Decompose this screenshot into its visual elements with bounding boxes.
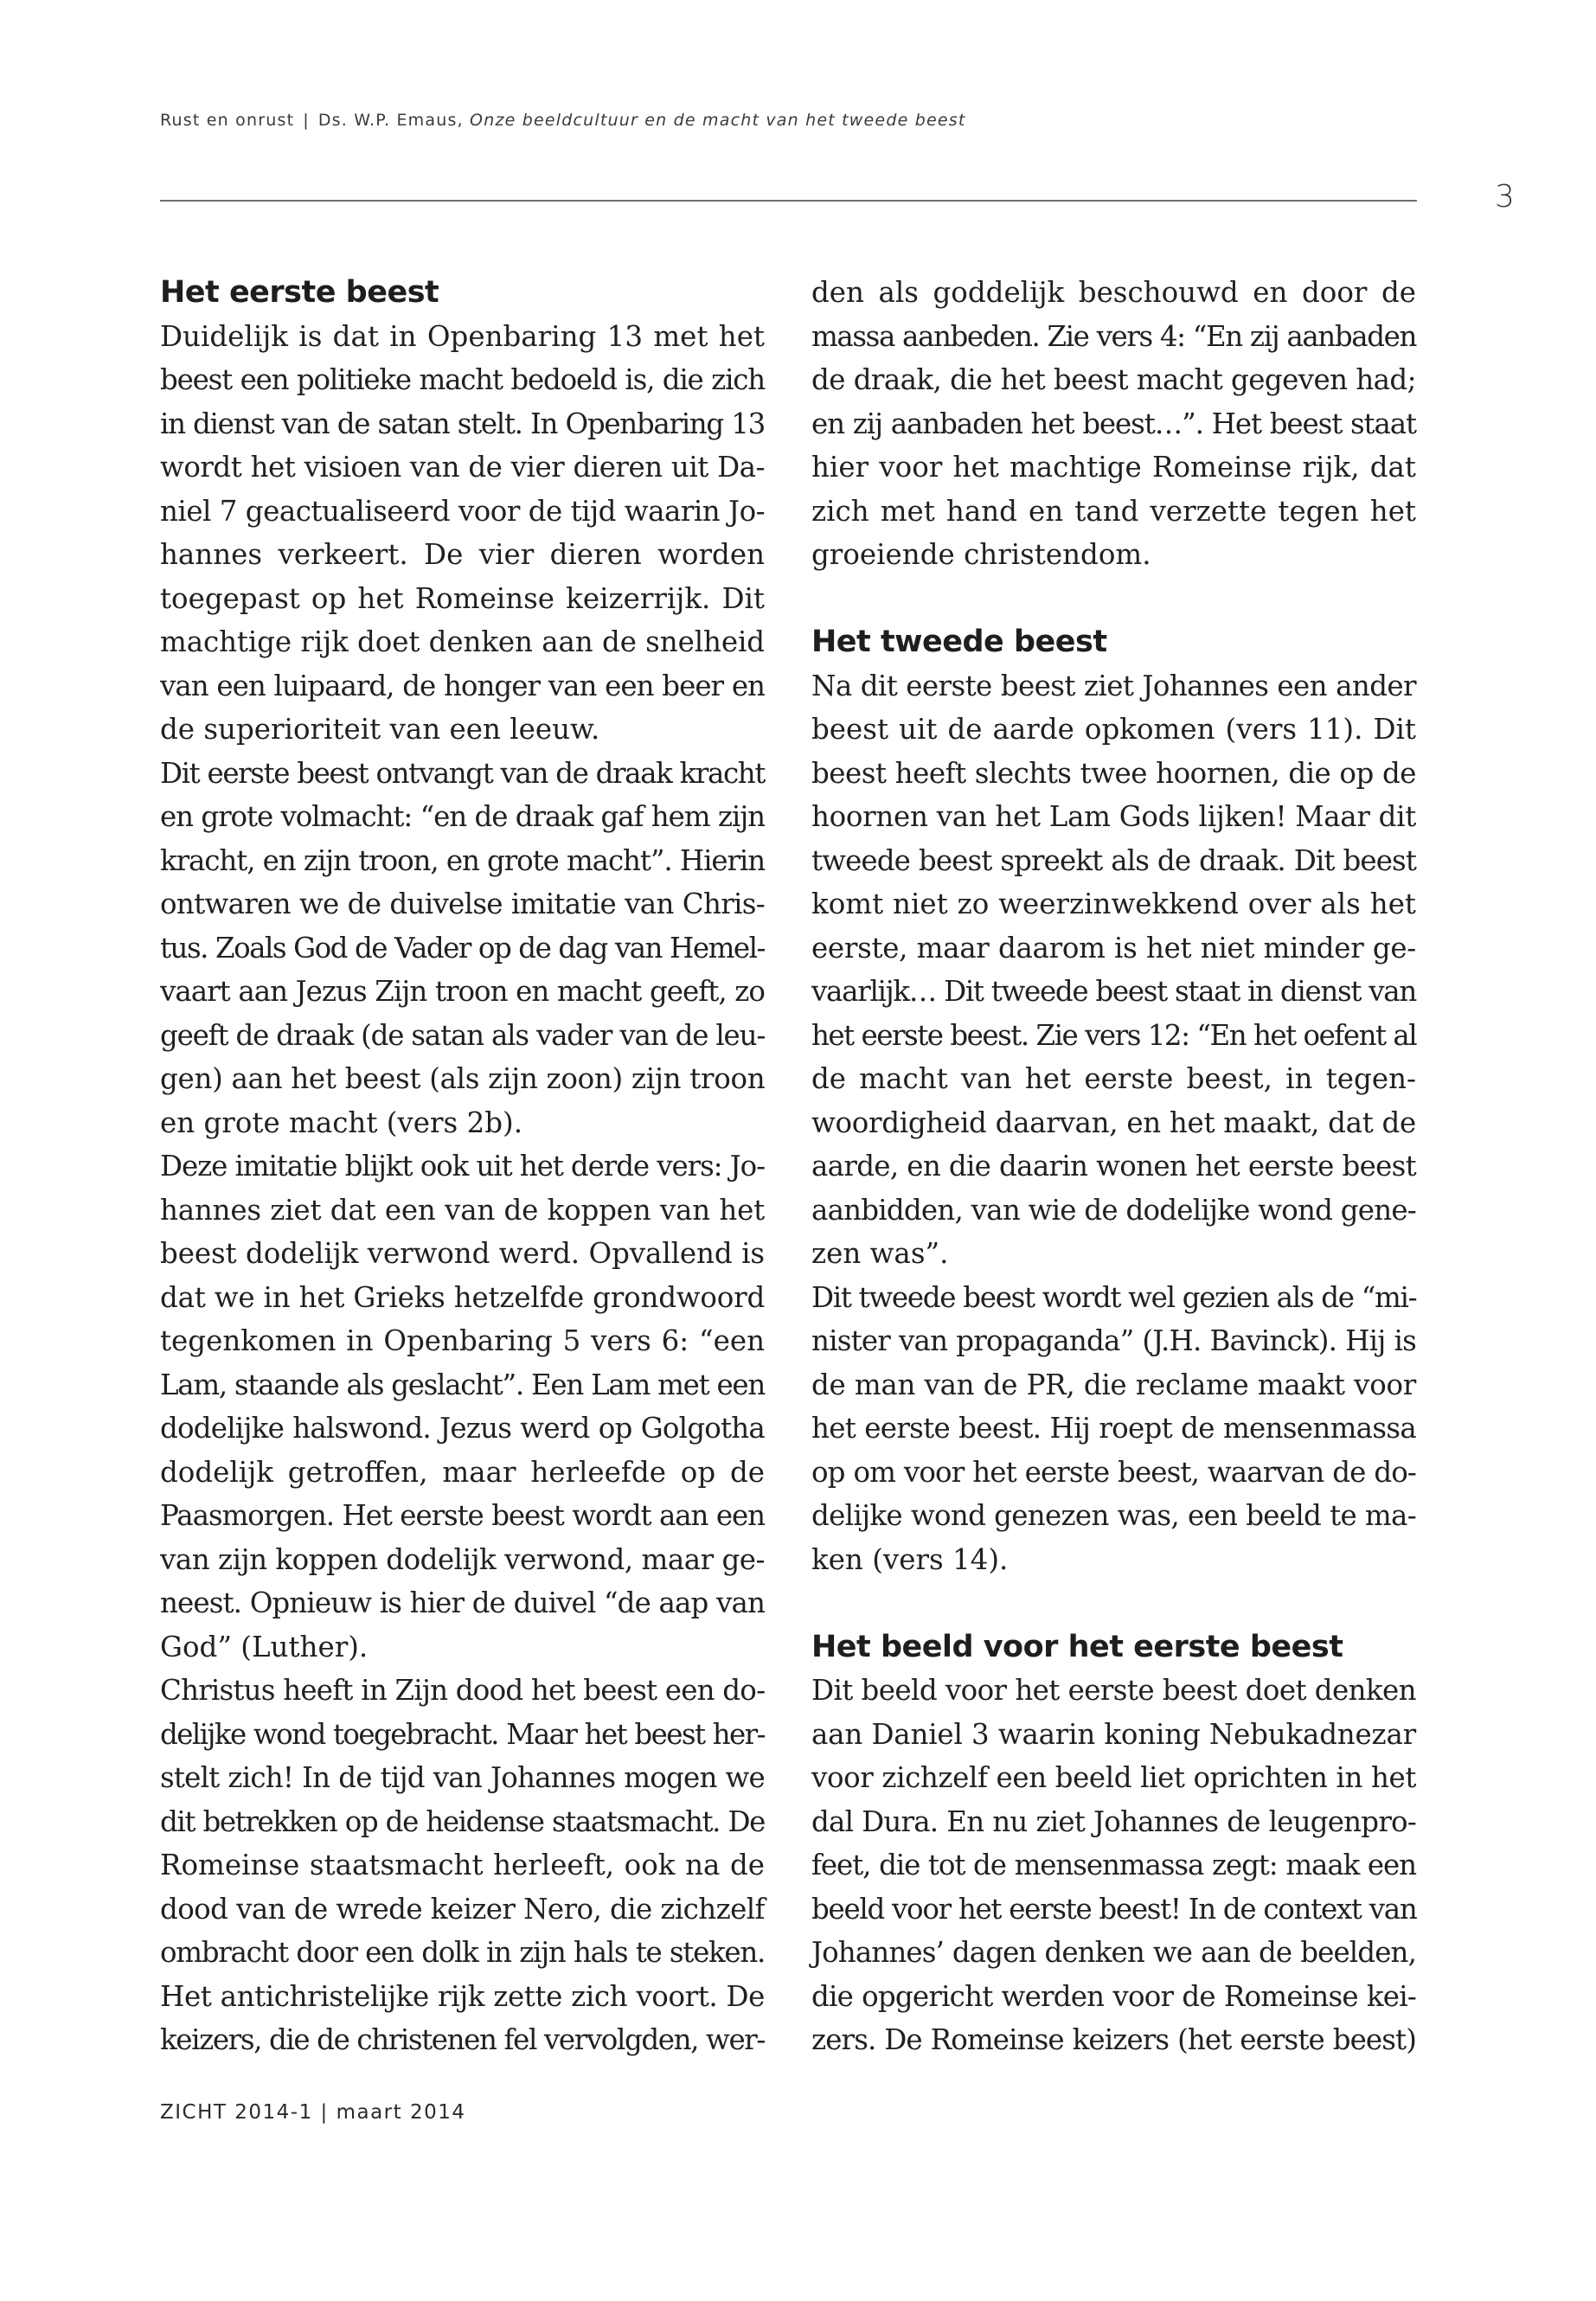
text-line: nister van propaganda” (J.H. Bavinck). Hij is (811, 1324, 1416, 1357)
text-line: in dienst van de satan stelt. In Openbaring 13 (160, 407, 765, 440)
body-paragraph (811, 1276, 1416, 1582)
text-line: hoornen van het Lam Gods lijken! Maar dit (811, 800, 1417, 833)
section-spacer (811, 577, 1416, 621)
text-line: groeiende christendom. (811, 538, 1151, 571)
page-number: 3 (1495, 179, 1515, 215)
text-line: aan Daniel 3 waarin koning Nebukadnezar (811, 1717, 1416, 1751)
text-line: aarde, en die daarin wonen het eerste beest (811, 1150, 1416, 1183)
text-line: hannes verkeert. De vier dieren worden (160, 538, 765, 571)
text-line: machtige rijk doet denken aan de snelheid (160, 625, 765, 658)
section-spacer (811, 1581, 1416, 1625)
text-line: ken (vers 14). (811, 1542, 1009, 1576)
text-line: het eerste beest. Hij roept de mensenmassa (811, 1412, 1416, 1445)
text-line: geeft de draak (de satan als vader van de leu- (160, 1018, 766, 1052)
header-article-title: Onze beeldcultuur en de macht van het tweede beest (470, 111, 966, 130)
text-line: den als goddelijk beschouwd en door de (811, 276, 1416, 309)
text-line: zen was”. (811, 1237, 949, 1270)
body-paragraph (160, 752, 765, 1145)
text-line: beest dodelijk verwond werd. Opvallend is (160, 1237, 765, 1270)
text-line: woordigheid daarvan, en het maakt, dat de (811, 1106, 1416, 1139)
text-line: Romeinse staatsmacht herleeft, ook na de (160, 1849, 765, 1881)
text-line: de superioriteit van een leeuw. (160, 713, 600, 746)
text-line: gen) aan het beest (als zijn zoon) zijn troon (160, 1062, 766, 1095)
text-line: op om voor het eerste beest, waarvan de do- (811, 1455, 1416, 1489)
text-line: tweede beest spreekt als de draak. Dit beest (811, 843, 1416, 877)
section-heading: Het eerste beest (160, 275, 439, 310)
text-line: beest uit de aarde opkomen (vers 11). Dit (811, 713, 1416, 746)
text-line: en grote macht (vers 2b). (160, 1106, 523, 1139)
text-line: zich met hand en tand verzette tegen het (811, 494, 1416, 528)
header-separator: | (303, 111, 310, 130)
text-line: dit betrekken op de heidense staatsmacht. De (160, 1804, 765, 1838)
body-paragraph (160, 315, 765, 752)
text-line: van zijn koppen dodelijk verwond, maar ge- (160, 1542, 765, 1576)
body-paragraph (811, 664, 1416, 1276)
text-line: dodelijk getroffen, maar herleefde op de (160, 1455, 765, 1489)
header-section: Rust en onrust (160, 111, 295, 130)
text-line: dodelijke halswond. Jezus werd op Golgotha (160, 1412, 765, 1445)
text-line: de man van de PR, die reclame maakt voor (811, 1368, 1416, 1401)
text-line: Dit eerste beest ontvangt van de draak kracht (160, 756, 765, 790)
text-line: wordt het visioen van de vier dieren uit Da- (160, 451, 765, 484)
text-line: feet, die tot de mensenmassa zegt: maak een (811, 1849, 1416, 1881)
text-line: Dit beeld voor het eerste beest doet denken (811, 1674, 1416, 1707)
text-line: tegenkomen in Openbaring 5 vers 6: “een (160, 1324, 765, 1357)
text-line: Duidelijk is dat in Openbaring 13 met het (160, 319, 765, 353)
text-line: God” (Luther). (160, 1630, 369, 1663)
text-line: Dit tweede beest wordt wel gezien als de “mi- (811, 1280, 1417, 1314)
page-footer: ZICHT 2014-1 | maart 2014 (160, 2101, 466, 2124)
text-line: hannes ziet dat een van de koppen van het (160, 1193, 765, 1227)
text-line: Paasmorgen. Het eerste beest wordt aan een (160, 1499, 765, 1532)
text-line: dat we in het Grieks hetzelfde grondwoord (160, 1280, 766, 1314)
text-line: niel 7 geactualiseerd voor de tijd waarin Jo- (160, 494, 766, 528)
text-line: beest een politieke macht bedoeld is, die zich (160, 363, 765, 396)
text-line: zers. De Romeinse keizers (het eerste beest) (811, 2023, 1416, 2056)
text-line: beeld voor het eerste beest! In de context van (811, 1892, 1417, 1926)
text-line: en zij aanbaden het beest…”. Het beest staat (811, 407, 1416, 440)
text-line: voor zichzelf een beeld liet oprichten in het (811, 1761, 1416, 1794)
text-line: delijke wond toegebracht. Maar het beest her- (160, 1717, 765, 1751)
text-line: het eerste beest. Zie vers 12: “En het oefent al (811, 1018, 1417, 1052)
header-rule (160, 200, 1417, 202)
body-paragraph (811, 1669, 1416, 2062)
text-line: kracht, en zijn troon, en grote macht”. Hierin (160, 843, 766, 877)
text-line: aanbidden, van wie de dodelijke wond gene- (811, 1193, 1416, 1227)
text-line: van een luipaard, de honger van een beer en (160, 669, 765, 702)
text-line: eerste, maar daarom is het niet minder ge- (811, 931, 1416, 965)
text-line: beest heeft slechts twee hoornen, die op de (811, 756, 1416, 790)
text-line: de macht van het eerste beest, in tegen- (811, 1062, 1416, 1095)
text-line: Christus heeft in Zijn dood het beest een do- (160, 1674, 766, 1707)
text-line: de draak, die het beest macht gegeven had; (811, 363, 1416, 396)
left-column (160, 271, 765, 2062)
running-header (160, 111, 966, 130)
right-column (811, 271, 1416, 2062)
text-line: keizers, die de christenen fel vervolgden, wer- (160, 2023, 765, 2056)
text-line: hier voor het machtige Romeinse rijk, dat (811, 451, 1416, 484)
text-line: neest. Opnieuw is hier de duivel “de aap van (160, 1586, 765, 1619)
body-paragraph (160, 1669, 765, 2062)
text-line: dood van de wrede keizer Nero, die zichzelf (160, 1892, 765, 1926)
text-line: en grote volmacht: “en de draak gaf hem zijn (160, 800, 765, 833)
text-line: ombracht door een dolk in zijn hals te steken. (160, 1936, 765, 1969)
text-line: massa aanbeden. Zie vers 4: “En zij aanbaden (811, 319, 1416, 353)
text-line: komt niet zo weerzinwekkend over als het (811, 888, 1416, 920)
text-line: vaarlijk… Dit tweede beest staat in dienst van (811, 975, 1416, 1008)
text-line: Na dit eerste beest ziet Johannes een ander (811, 669, 1416, 702)
text-line: Het antichristelijke rijk zette zich voort. De (160, 1979, 765, 2013)
header-author: Ds. W.P. Emaus, (317, 111, 464, 130)
section-heading: Het tweede beest (811, 625, 1107, 659)
text-line: Johannes’ dagen denken we aan de beelden, (811, 1936, 1416, 1969)
text-line: toegepast op het Romeinse keizerrijk. Dit (160, 581, 765, 615)
text-line: tus. Zoals God de Vader op de dag van Hemel- (160, 931, 765, 965)
text-line: stelt zich! In de tijd van Johannes mogen we (160, 1761, 765, 1794)
text-line: dal Dura. En nu ziet Johannes de leugenpro- (811, 1804, 1416, 1838)
text-line: Deze imitatie blijkt ook uit het derde vers: Jo- (160, 1150, 766, 1183)
text-line: vaart aan Jezus Zijn troon en macht geeft, zo (160, 975, 765, 1008)
body-paragraph (160, 1144, 765, 1669)
text-line: die opgericht werden voor de Romeinse kei- (811, 1979, 1416, 2013)
body-paragraph (811, 271, 1416, 577)
section-heading: Het beeld voor het eerste beest (811, 1629, 1343, 1664)
text-line: ontwaren we de duivelse imitatie van Chris- (160, 888, 765, 920)
text-line: Lam, staande als geslacht”. Een Lam met een (160, 1368, 765, 1401)
text-line: delijke wond genezen was, een beeld te ma- (811, 1499, 1416, 1532)
